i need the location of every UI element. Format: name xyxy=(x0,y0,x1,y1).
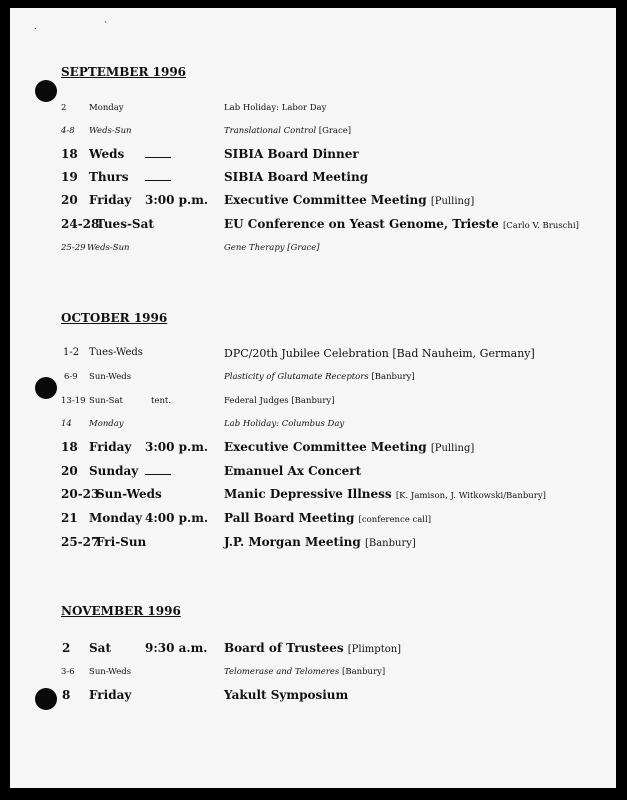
event-day: Friday xyxy=(89,688,132,702)
event-note: [conference call] xyxy=(358,515,432,525)
event-day: Sun-Weds xyxy=(89,667,132,677)
event-day: Tues-Sat xyxy=(96,217,154,231)
paper-specks: . ` xyxy=(34,22,141,32)
event-date: 20 xyxy=(61,464,78,478)
event-time: 3:00 p.m. xyxy=(145,193,209,207)
event-time-blank xyxy=(145,147,171,161)
event-date: 4-8 xyxy=(61,126,75,136)
event-date: 18 xyxy=(61,440,78,454)
event-date: 14 xyxy=(61,419,72,429)
event-day: Friday xyxy=(89,440,132,454)
event-title: Executive Committee Meeting [Pulling] xyxy=(224,193,475,207)
event-title: Translational Control [Grace] xyxy=(224,126,352,136)
event-date: 24-28 xyxy=(61,217,100,231)
event-title: Federal Judges [Banbury] xyxy=(224,396,335,406)
event-date: 19 xyxy=(61,170,78,184)
event-note: [Plimpton] xyxy=(347,644,402,655)
section-heading-september: SEPTEMBER 1996 xyxy=(61,65,187,79)
event-time: 3:00 p.m. xyxy=(145,440,209,454)
event-date: 6-9 xyxy=(64,372,78,382)
punch-hole xyxy=(35,80,57,102)
event-title: Executive Committee Meeting [Pulling] xyxy=(224,440,475,454)
event-day: Sun-Sat xyxy=(89,396,123,406)
event-title: Emanuel Ax Concert xyxy=(224,464,362,478)
event-date: 21 xyxy=(61,511,78,525)
event-title: EU Conference on Yeast Genome, Trieste [Carlo V. Bruschi] xyxy=(224,217,579,231)
event-date: 25-29 xyxy=(61,243,86,253)
event-title: Gene Therapy [Grace] xyxy=(224,243,320,253)
event-day: Friday xyxy=(89,193,132,207)
event-title: Lab Holiday: Columbus Day xyxy=(224,419,345,429)
event-title: Plasticity of Glutamate Receptors [Banbury] xyxy=(224,372,415,382)
event-time-blank xyxy=(145,464,171,478)
event-title: Board of Trustees [Plimpton] xyxy=(224,641,402,655)
event-date: 20 xyxy=(61,193,78,207)
event-day: Weds xyxy=(89,147,125,161)
event-date: 8 xyxy=(62,688,71,702)
punch-hole xyxy=(35,688,57,710)
event-day: Fri-Sun xyxy=(96,535,147,549)
event-date: 20-23 xyxy=(61,487,100,501)
event-title: Telomerase and Telomeres [Banbury] xyxy=(224,667,386,677)
event-title: J.P. Morgan Meeting [Banbury] xyxy=(224,535,416,549)
event-note: [Pulling] xyxy=(430,443,475,454)
event-title: Manic Depressive Illness [K. Jamison, J. Witkowski/Banbury] xyxy=(224,487,546,501)
event-note: [Banbury] xyxy=(364,538,416,549)
event-tentative-mark: tent. xyxy=(151,396,172,406)
event-note: [Banbury] xyxy=(371,372,415,382)
event-date: 13-19 xyxy=(61,396,86,406)
event-time-blank xyxy=(145,170,171,184)
event-title: Yakult Symposium xyxy=(224,688,349,702)
event-day: Monday xyxy=(89,103,124,113)
event-day: Sun-Weds xyxy=(96,487,162,501)
event-day: Thurs xyxy=(89,170,129,184)
event-day: Sunday xyxy=(89,464,139,478)
event-date: 25-27 xyxy=(61,535,100,549)
event-day: Monday xyxy=(89,419,124,429)
event-note: [Grace] xyxy=(318,126,352,136)
event-day: Tues-Weds xyxy=(89,347,143,358)
event-note: [Banbury] xyxy=(342,667,386,677)
event-day: Monday xyxy=(89,511,143,525)
event-date: 1-2 xyxy=(63,347,80,358)
event-note: [K. Jamison, J. Witkowski/Banbury] xyxy=(395,491,546,501)
event-note: [Bad Nauheim, Germany] xyxy=(392,347,535,360)
event-title: DPC/20th Jubilee Celebration [Bad Nauheim, Germany] xyxy=(224,347,535,360)
event-date: 18 xyxy=(61,147,78,161)
event-day: Sun-Weds xyxy=(89,372,132,382)
event-time: 9:30 a.m. xyxy=(145,641,208,655)
event-note: [Carlo V. Bruschi] xyxy=(502,221,579,231)
event-day: Weds-Sun xyxy=(89,126,132,136)
event-date: 3-6 xyxy=(61,667,75,677)
section-heading-october: OCTOBER 1996 xyxy=(61,311,168,325)
section-heading-november: NOVEMBER 1996 xyxy=(61,604,181,618)
event-title: SIBIA Board Meeting xyxy=(224,170,369,184)
event-day: Weds-Sun xyxy=(87,243,130,253)
event-title: Pall Board Meeting [conference call] xyxy=(224,511,432,525)
event-time: 4:00 p.m. xyxy=(145,511,209,525)
event-title: Lab Holiday: Labor Day xyxy=(224,103,327,113)
punch-hole xyxy=(35,377,57,399)
event-day: Sat xyxy=(89,641,111,655)
event-note: [Pulling] xyxy=(430,196,475,207)
event-date: 2 xyxy=(61,103,67,113)
event-title: SIBIA Board Dinner xyxy=(224,147,359,161)
event-date: 2 xyxy=(62,641,71,655)
